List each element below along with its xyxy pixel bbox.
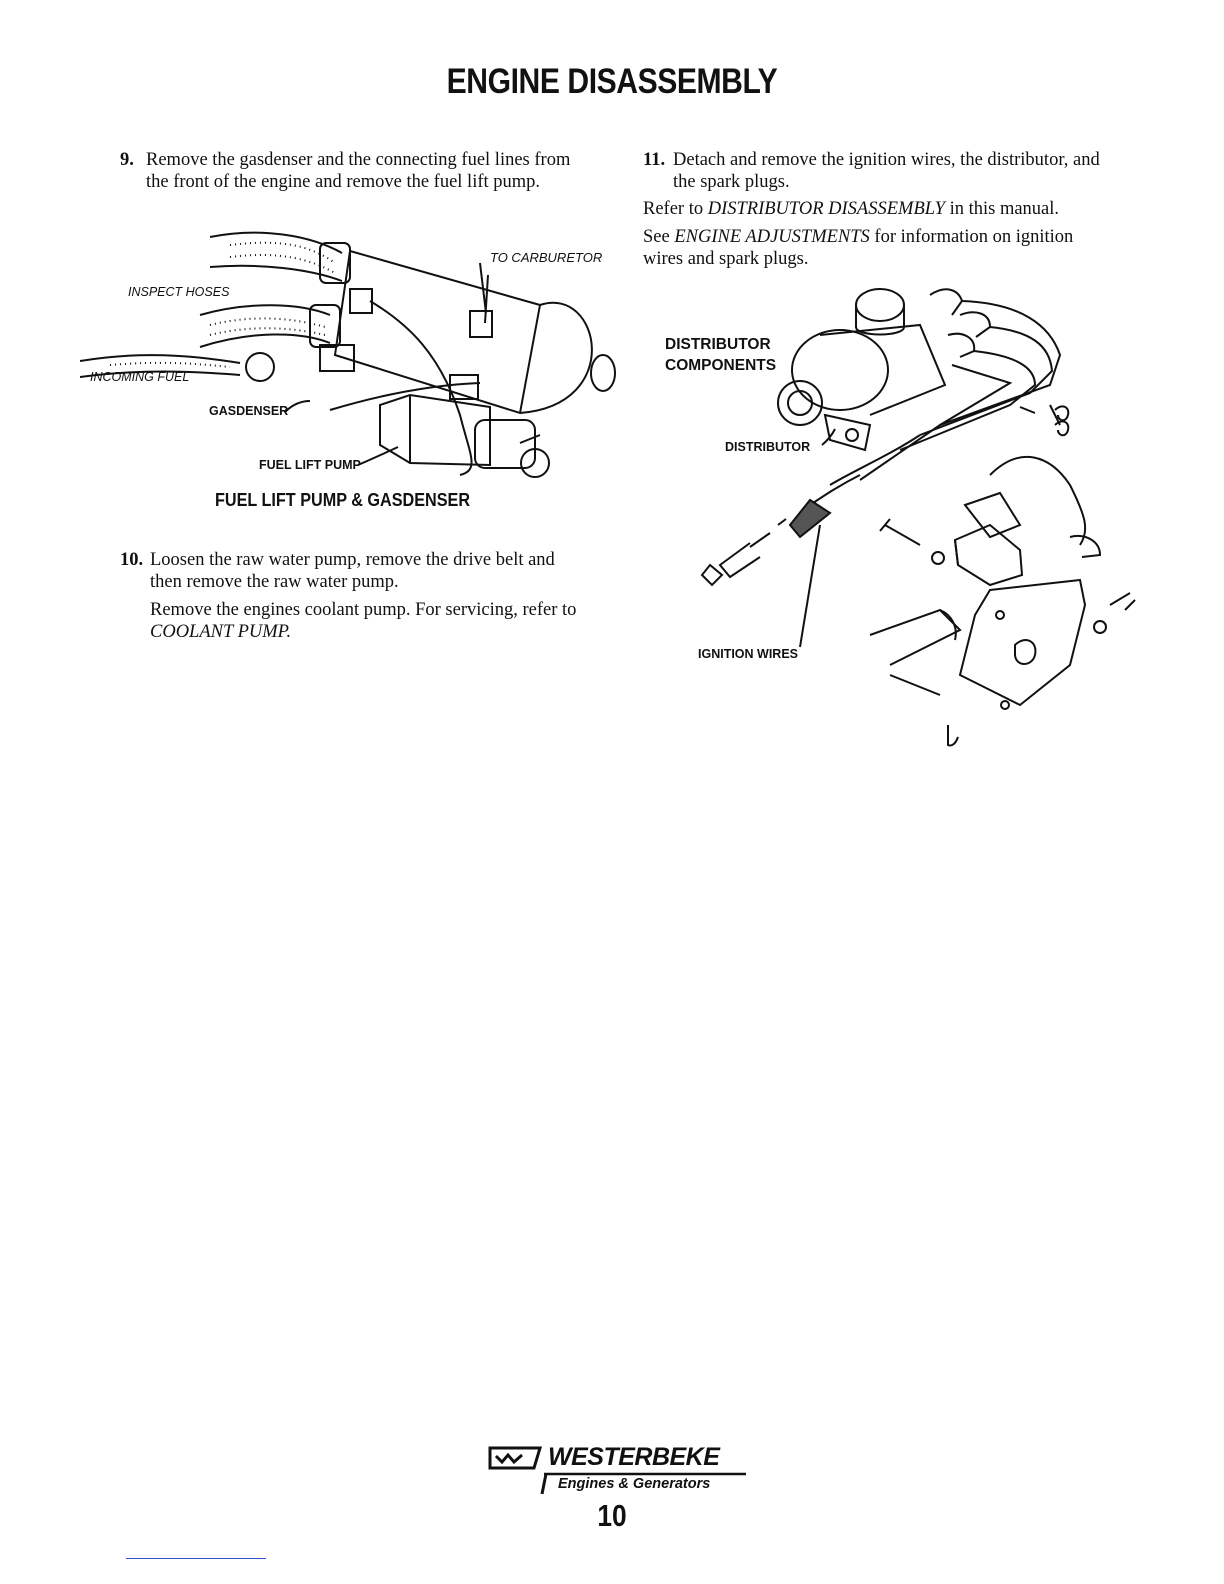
- step-9-text: Remove the gasdenser and the connecting fuel lines from the front of the engine and remove the fuel lift pump.: [146, 150, 571, 192]
- label-inspect-hoses: INSPECT HOSES: [128, 285, 230, 299]
- distributor-components-title: DISTRIBUTOR COMPONENTS: [665, 336, 777, 374]
- label-incoming-fuel: INCOMING FUEL: [90, 370, 190, 384]
- label-distributor: DISTRIBUTOR: [725, 440, 811, 454]
- footer-tagline: Engines & Generators: [558, 1476, 711, 1492]
- engine-adjustments-reference: ENGINE ADJUSTMENTS: [674, 227, 870, 247]
- label-gasdenser: GASDENSER: [209, 404, 289, 418]
- label-fuel-lift-pump: FUEL LIFT PUMP: [259, 458, 361, 472]
- label-to-carburetor: TO CARBURETOR: [490, 250, 603, 265]
- footer-brand-name: WESTERBEKE: [548, 1443, 720, 1471]
- refer-distributor-paragraph: Refer to DISTRIBUTOR DISASSEMBLY in this manual.: [643, 199, 1060, 219]
- see-engine-adjustments-paragraph: See ENGINE ADJUSTMENTS for information on ignition wires and spark plugs.: [643, 227, 1074, 269]
- fuel-lift-pump-diagram: [80, 215, 620, 485]
- step-9-number: 9.: [120, 150, 134, 170]
- step-10-coolant-paragraph: Remove the engines coolant pump. For servicing, refer to COOLANT PUMP.: [150, 599, 610, 643]
- step-10-number: 10.: [120, 550, 144, 570]
- step-10: [120, 549, 610, 595]
- page-number: 10: [597, 1498, 627, 1533]
- footer-rule: [126, 1558, 266, 1559]
- distributor-disassembly-reference: DISTRIBUTOR DISASSEMBLY: [707, 199, 945, 219]
- coolant-pump-reference: COOLANT PUMP.: [150, 622, 292, 642]
- label-ignition-wires: IGNITION WIRES: [698, 647, 798, 661]
- step-11: [643, 149, 1133, 195]
- page-title: ENGINE DISASSEMBLY: [446, 62, 778, 101]
- step-9: [120, 149, 600, 195]
- fuel-pump-figure-caption: FUEL LIFT PUMP & GASDENSER: [215, 490, 471, 510]
- step-10-text: Loosen the raw water pump, remove the drive belt and then remove the raw water pump.: [150, 550, 555, 592]
- step-11-text: Detach and remove the ignition wires, the distributor, and the spark plugs.: [673, 150, 1100, 192]
- step-11-number: 11.: [643, 150, 666, 170]
